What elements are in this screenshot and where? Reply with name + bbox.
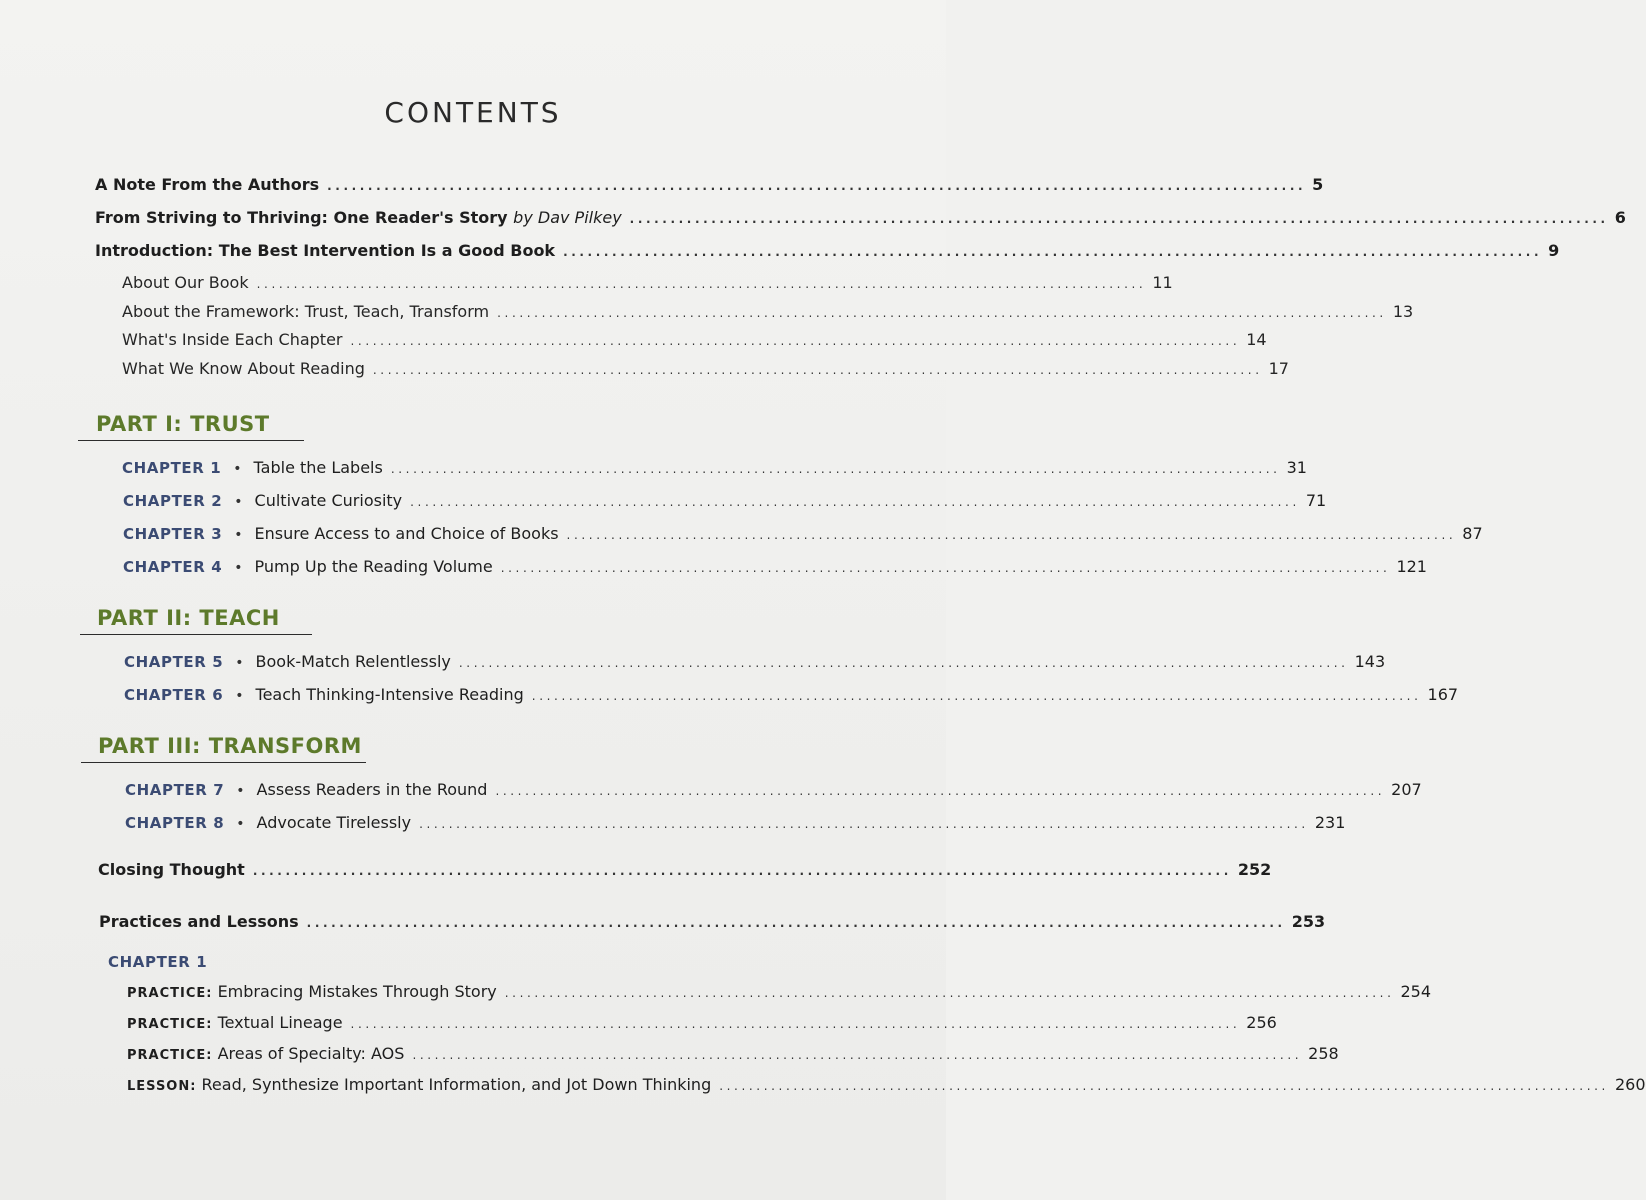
toc-entry-byline: by Dav Pilkey — [513, 208, 622, 227]
chapter-label — [124, 652, 451, 671]
chapter-entry-8 — [125, 813, 1346, 832]
toc-page-number: 167 — [1427, 685, 1459, 704]
dot-leader: ........................................................................................................................ — [495, 784, 1386, 798]
toc-page-number: 252 — [1237, 860, 1272, 879]
toc-page-number: 143 — [1354, 652, 1386, 671]
practice-kind: PRACTICE: — [127, 986, 213, 1001]
toc-page-number: 9 — [1548, 241, 1560, 260]
dot-leader: ........................................................................................................................ — [350, 334, 1241, 348]
dot-leader: ........................................................................................................................ — [410, 495, 1300, 509]
part-heading-transform: PART III: TRANSFORM — [98, 734, 362, 758]
lesson-title: Read, Synthesize Important Information, and Jot Down Thinking — [201, 1075, 712, 1094]
practice-entry — [127, 1013, 1277, 1032]
dot-leader: ........................................................................................................................ — [566, 528, 1457, 542]
part-heading-teach: PART II: TEACH — [97, 606, 280, 630]
chapter-label — [124, 685, 524, 704]
toc-subentry — [122, 330, 1267, 349]
toc-entry-authors-note — [95, 175, 1324, 194]
bullet: • — [233, 461, 242, 477]
toc-page-number: 253 — [1291, 912, 1326, 931]
practice-label — [127, 1044, 404, 1063]
dot-leader: ........................................................................................................................ — [412, 1048, 1303, 1062]
practice-label — [127, 982, 497, 1001]
toc-entry-label: About the Framework: Trust, Teach, Transform — [122, 302, 490, 321]
chapter-title: Book-Match Relentlessly — [255, 652, 451, 671]
toc-entry-introduction — [95, 241, 1560, 260]
chapter-label — [122, 458, 383, 477]
toc-entry-closing-thought — [98, 860, 1272, 879]
toc-entry-striving — [95, 208, 1626, 227]
chapter-title: Pump Up the Reading Volume — [254, 557, 493, 576]
chapter-entry-3 — [123, 524, 1483, 543]
chapter-entry-4 — [123, 557, 1427, 576]
chapter-title: Cultivate Curiosity — [254, 491, 403, 510]
bullet: • — [236, 816, 245, 832]
dot-leader: ........................................................................................................................ — [390, 462, 1281, 476]
toc-entry-label: What We Know About Reading — [122, 359, 365, 378]
chapter-label — [125, 813, 411, 832]
toc-page-number: 207 — [1391, 780, 1422, 799]
bullet: • — [234, 527, 243, 543]
bullet: • — [235, 688, 244, 704]
toc-page-number: 260 — [1614, 1075, 1646, 1094]
chapter-entry-6 — [124, 685, 1459, 704]
chapter-entry-7 — [125, 780, 1422, 799]
toc-entry-label: About Our Book — [122, 273, 249, 292]
dot-leader: ........................................................................................................................ — [327, 179, 1307, 193]
dot-leader: ........................................................................................................................ — [563, 245, 1543, 259]
chapter-entry-1 — [122, 458, 1307, 477]
chapter-title: Ensure Access to and Choice of Books — [254, 524, 559, 543]
toc-page-number: 13 — [1392, 302, 1414, 321]
part-heading-rule — [78, 440, 304, 441]
chapter-number: CHAPTER 3 — [123, 525, 223, 543]
toc-page-number: 231 — [1314, 813, 1346, 832]
toc-page-number: 6 — [1614, 208, 1626, 227]
lesson-entry — [127, 1075, 1646, 1094]
dot-leader: ........................................................................................................................ — [458, 656, 1349, 670]
toc-entry-label: Practices and Lessons — [99, 912, 299, 931]
practice-title: Textual Lineage — [217, 1013, 343, 1032]
chapter-number: CHAPTER 1 — [122, 459, 222, 477]
practice-kind: PRACTICE: — [127, 1017, 213, 1032]
lesson-kind: LESSON: — [127, 1079, 197, 1094]
practices-chapter-heading: CHAPTER 1 — [108, 953, 208, 971]
part-heading-trust: PART I: TRUST — [96, 412, 270, 436]
dot-leader: ........................................................................................................................ — [372, 363, 1263, 377]
dot-leader: ........................................................................................................................ — [256, 277, 1147, 291]
toc-entry-label: Introduction: The Best Intervention Is a Good Book — [95, 241, 556, 260]
toc-entry-label: Closing Thought — [98, 860, 245, 879]
page-title: CONTENTS — [384, 96, 562, 129]
chapter-label — [125, 780, 487, 799]
dot-leader: ........................................................................................................................ — [504, 986, 1395, 1000]
practice-title: Areas of Specialty: AOS — [217, 1044, 405, 1063]
chapter-number: CHAPTER 6 — [124, 686, 224, 704]
chapter-number: CHAPTER 4 — [123, 558, 223, 576]
dot-leader: ........................................................................................................................ — [497, 306, 1387, 320]
chapter-number: CHAPTER 7 — [125, 781, 225, 799]
toc-entry-label: A Note From the Authors — [95, 175, 320, 194]
toc-page-number: 258 — [1308, 1044, 1339, 1063]
bullet: • — [236, 783, 245, 799]
chapter-number: CHAPTER 8 — [125, 814, 225, 832]
practice-label — [127, 1013, 343, 1032]
toc-page-number: 11 — [1152, 273, 1173, 292]
chapter-entry-5 — [124, 652, 1386, 671]
toc-page-number: 256 — [1246, 1013, 1277, 1032]
practice-entry — [127, 1044, 1339, 1063]
toc-page-number: 31 — [1286, 458, 1307, 477]
chapter-title: Assess Readers in the Round — [256, 780, 488, 799]
bullet: • — [234, 560, 243, 576]
dot-leader: ........................................................................................................................ — [531, 689, 1422, 703]
dot-leader: ........................................................................................................................ — [629, 212, 1609, 226]
toc-subentry — [122, 302, 1414, 321]
chapter-entry-2 — [123, 491, 1327, 510]
bullet: • — [234, 494, 243, 510]
toc-entry-label: What's Inside Each Chapter — [122, 330, 343, 349]
dot-leader: ........................................................................................................................ — [350, 1017, 1241, 1031]
dot-leader: ........................................................................................................................ — [419, 817, 1309, 831]
toc-page-number: 254 — [1400, 982, 1432, 1001]
chapter-label — [123, 557, 493, 576]
dot-leader: ........................................................................................................................ — [719, 1079, 1609, 1093]
toc-subentry — [122, 359, 1289, 378]
dot-leader: ........................................................................................................................ — [252, 864, 1232, 878]
chapter-label — [123, 524, 559, 543]
bullet: • — [235, 655, 244, 671]
chapter-number: CHAPTER 2 — [123, 492, 223, 510]
toc-entry-title: From Striving to Thriving: One Reader's Story — [95, 208, 508, 227]
toc-entry-label — [95, 208, 622, 227]
chapter-title: Advocate Tirelessly — [256, 813, 412, 832]
part-heading-rule — [80, 634, 312, 635]
chapter-title: Table the Labels — [253, 458, 383, 477]
toc-entry-practices-lessons — [99, 912, 1326, 931]
toc-page-number: 5 — [1312, 175, 1324, 194]
part-heading-rule — [81, 762, 366, 763]
lesson-label — [127, 1075, 711, 1094]
chapter-number: CHAPTER 5 — [124, 653, 224, 671]
toc-page-number: 121 — [1396, 557, 1427, 576]
chapter-title: Teach Thinking-Intensive Reading — [255, 685, 524, 704]
practice-entry — [127, 982, 1432, 1001]
practice-title: Embracing Mistakes Through Story — [217, 982, 497, 1001]
dot-leader: ........................................................................................................................ — [500, 561, 1391, 575]
toc-subentry — [122, 273, 1173, 292]
dot-leader: ........................................................................................................................ — [306, 916, 1286, 930]
toc-page-number: 71 — [1305, 491, 1327, 510]
toc-page-number: 14 — [1246, 330, 1267, 349]
toc-page-number: 17 — [1268, 359, 1289, 378]
chapter-label — [123, 491, 402, 510]
toc-page-number: 87 — [1462, 524, 1483, 543]
practice-kind: PRACTICE: — [127, 1048, 213, 1063]
